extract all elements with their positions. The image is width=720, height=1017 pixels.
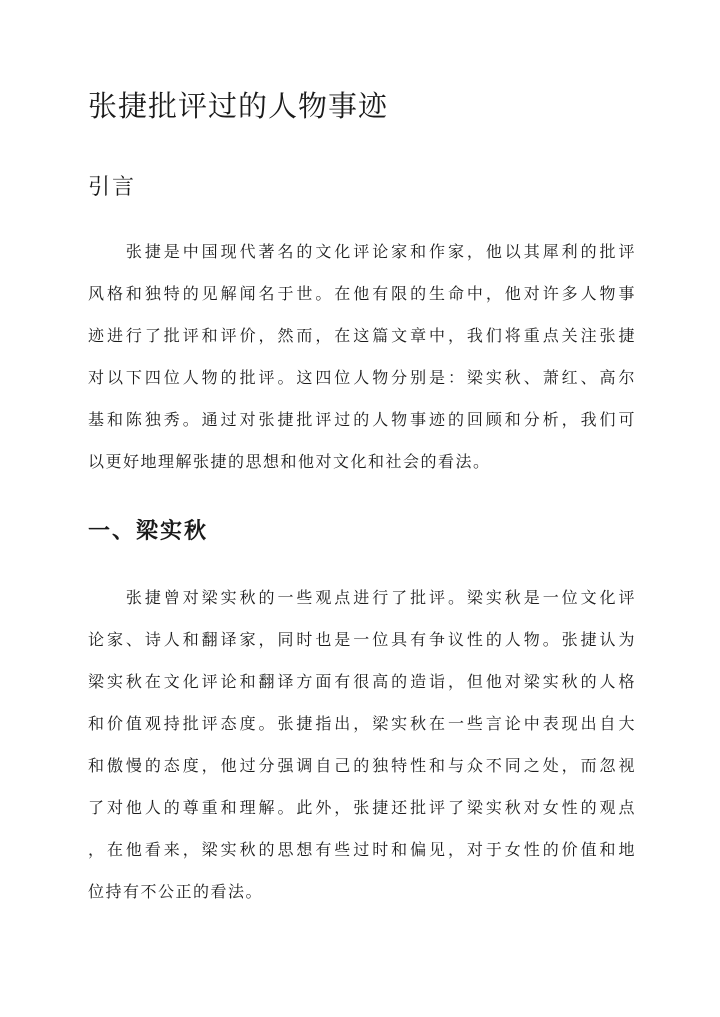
paragraph-line: 迹进行了批评和评价，然而，在这篇文章中，我们将重点关注张捷 bbox=[88, 326, 636, 345]
paragraph-line: 张捷曾对梁实秋的一些观点进行了批评。梁实秋是一位文化评 bbox=[88, 588, 636, 607]
paragraph-line: 了对他人的尊重和理解。此外，张捷还批评了梁实秋对女性的观点 bbox=[88, 798, 636, 817]
paragraph-line: 张捷是中国现代著名的文化评论家和作家，他以其犀利的批评 bbox=[88, 242, 636, 261]
paragraph-line: 风格和独特的见解闻名于世。在他有限的生命中，他对许多人物事 bbox=[88, 284, 636, 303]
paragraph-line: 基和陈独秀。通过对张捷批评过的人物事迹的回顾和分析，我们可 bbox=[88, 410, 636, 429]
paragraph-line: 和傲慢的态度，他过分强调自己的独特性和与众不同之处，而忽视 bbox=[88, 756, 636, 775]
paragraph-line: 位持有不公正的看法。 bbox=[88, 882, 264, 901]
paragraph-intro bbox=[88, 231, 636, 483]
paragraph-liang-shiqiu bbox=[88, 577, 636, 913]
paragraph-line: 以更好地理解张捷的思想和他对文化和社会的看法。 bbox=[88, 452, 491, 471]
section-heading-liang-shiqiu: 一、梁实秋 bbox=[88, 518, 209, 544]
paragraph-line: 对以下四位人物的批评。这四位人物分别是：梁实秋、萧红、高尔 bbox=[88, 368, 636, 387]
paragraph-line: 梁实秋在文化评论和翻译方面有很高的造诣，但他对梁实秋的人格 bbox=[88, 672, 636, 691]
paragraph-line: 和价值观持批评态度。张捷指出，梁实秋在一些言论中表现出自大 bbox=[88, 714, 636, 733]
paragraph-line: ，在他看来，梁实秋的思想有些过时和偏见，对于女性的价值和地 bbox=[88, 840, 636, 859]
document-title: 张捷批评过的人物事迹 bbox=[88, 89, 389, 123]
paragraph-line: 论家、诗人和翻译家，同时也是一位具有争议性的人物。张捷认为 bbox=[88, 630, 636, 649]
section-heading-intro: 引言 bbox=[88, 175, 137, 200]
